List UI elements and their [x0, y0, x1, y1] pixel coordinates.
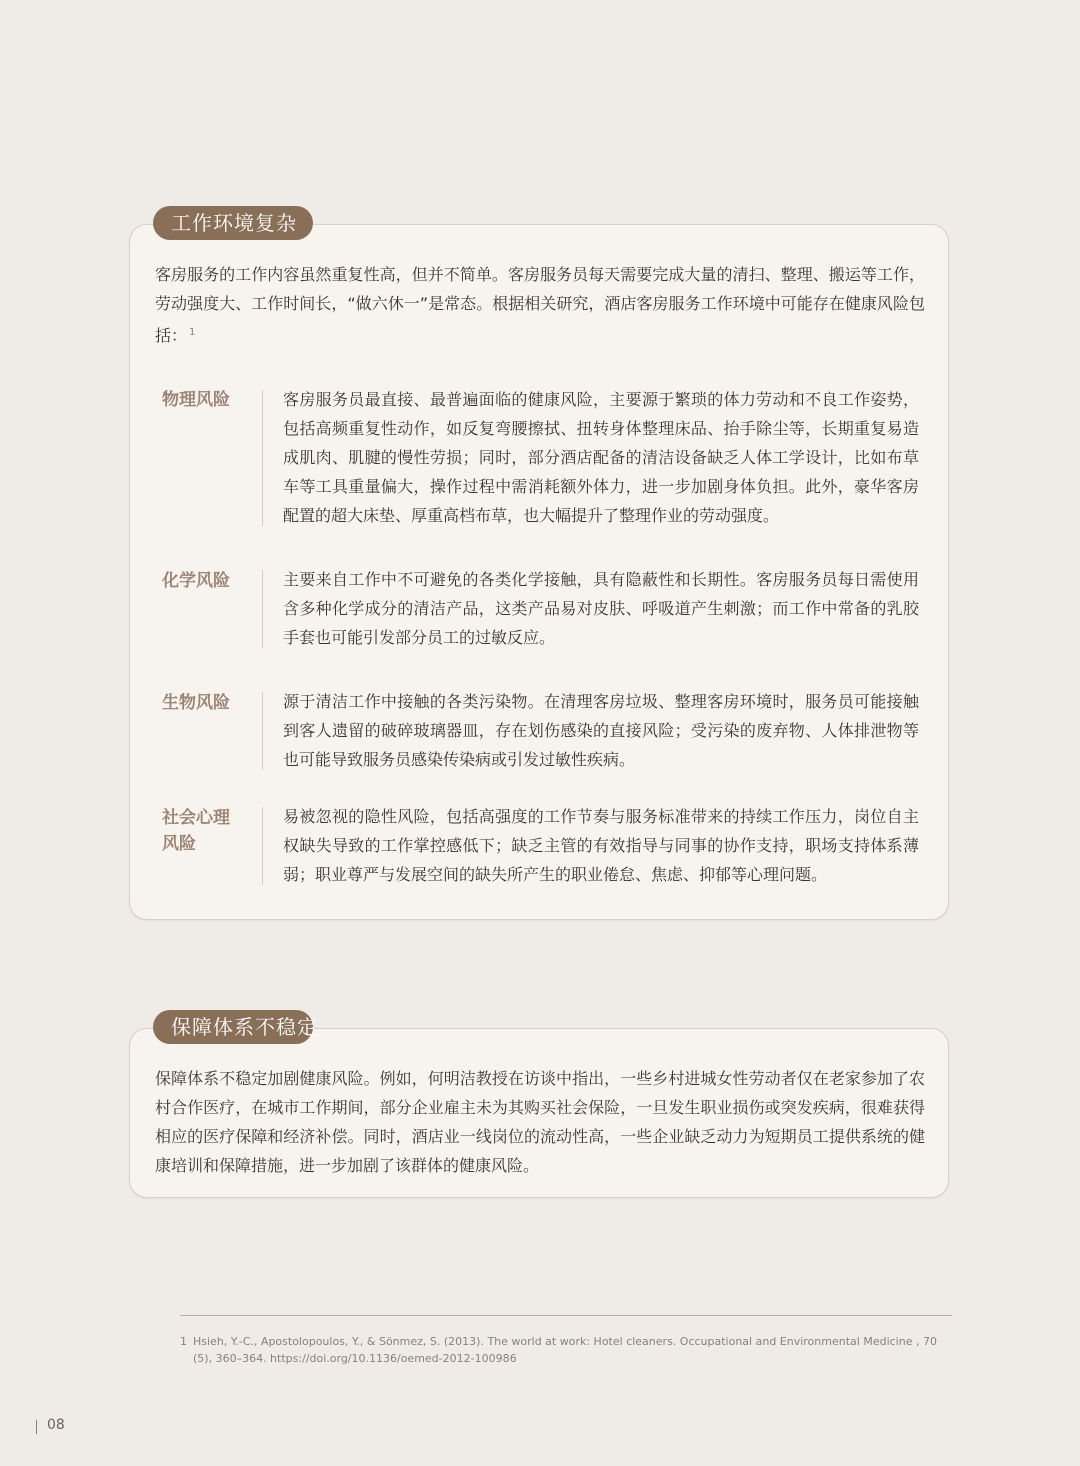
- risk-divider: [262, 570, 263, 648]
- risk-text-physical: 客房服务员最直接、最普遍面临的健康风险，主要源于繁琐的体力劳动和不良工作姿势，包括高频重复性动作，如反复弯腰擦拭、扭转身体整理床品、抬手除尘等，长期重复易造成肌肉、肌腱的慢性劳损；同时，部分酒店配备的清洁设备缺乏人体工学设计，比如布草车等工具重量偏大，操作过程中需消耗额外体力，进一步加剧身体负担。此外，豪华客房配置的超大床垫、厚重高档布草，也大幅提升了整理作业的劳动强度。: [283, 390, 919, 525]
- page-number-marker: [36, 1420, 37, 1434]
- footnote-number: 1: [180, 1335, 187, 1348]
- footnote-rule: [180, 1315, 952, 1316]
- page-number: 08: [47, 1417, 65, 1433]
- footnote: [180, 1333, 952, 1367]
- section-tag-security-system: 保障体系不稳定: [153, 1010, 313, 1044]
- risk-title-physical: 物理风险: [162, 390, 230, 410]
- risk-text-psychosocial: 易被忽视的隐性风险，包括高强度的工作节奏与服务标准带来的持续工作压力，岗位自主权缺失导致的工作掌控感低下；缺乏主管的有效指导与同事的协作支持，职场支持体系薄弱；职业尊严与发展空间的缺失所产生的职业倦怠、焦虑、抑郁等心理问题。: [283, 807, 919, 884]
- section-tag-work-environment: 工作环境复杂: [153, 206, 313, 240]
- risk-title-psychosocial: 社会心理风险: [162, 808, 230, 854]
- work-environment-intro: [155, 260, 925, 350]
- risk-title-chemical: 化学风险: [162, 571, 230, 591]
- risk-text-biological: 源于清洁工作中接触的各类污染物。在清理客房垃圾、整理客房环境时，服务员可能接触到客人遗留的破碎玻璃器皿，存在划伤感染的直接风险；受污染的废弃物、人体排泄物等也可能导致服务员感染传染病或引发过敏性疾病。: [283, 692, 919, 769]
- risk-text-chemical: 主要来自工作中不可避免的各类化学接触，具有隐蔽性和长期性。客房服务员每日需使用含多种化学成分的清洁产品，这类产品易对皮肤、呼吸道产生刺激；而工作中常备的乳胶手套也可能引发部分员工的过敏反应。: [283, 570, 919, 647]
- footnote-text: Hsieh, Y.-C., Apostolopoulos, Y., & Sönmez, S. (2013). The world at work: Hotel cleaners. Occupational and Environmental Medicine , 70 (5), 360–364. https://doi.org/10.1136/oemed-2012-100986: [193, 1335, 937, 1365]
- risk-divider: [262, 390, 263, 526]
- risk-title-biological: 生物风险: [162, 693, 230, 713]
- risk-divider: [262, 692, 263, 770]
- intro-text: 客房服务的工作内容虽然重复性高，但并不简单。客房服务员每天需要完成大量的清扫、整理、搬运等工作，劳动强度大、工作时间长，“做六休一”是常态。根据相关研究，酒店客房服务工作环境中可能存在健康风险包括：: [155, 265, 925, 345]
- risk-divider: [262, 807, 263, 885]
- footnote-ref: 1: [189, 327, 196, 338]
- security-system-text: 保障体系不稳定加剧健康风险。例如，何明洁教授在访谈中指出，一些乡村进城女性劳动者仅在老家参加了农村合作医疗，在城市工作期间，部分企业雇主未为其购买社会保险，一旦发生职业损伤或突发疾病，很难获得相应的医疗保障和经济补偿。同时，酒店业一线岗位的流动性高，一些企业缺乏动力为短期员工提供系统的健康培训和保障措施，进一步加剧了该群体的健康风险。: [155, 1069, 925, 1175]
